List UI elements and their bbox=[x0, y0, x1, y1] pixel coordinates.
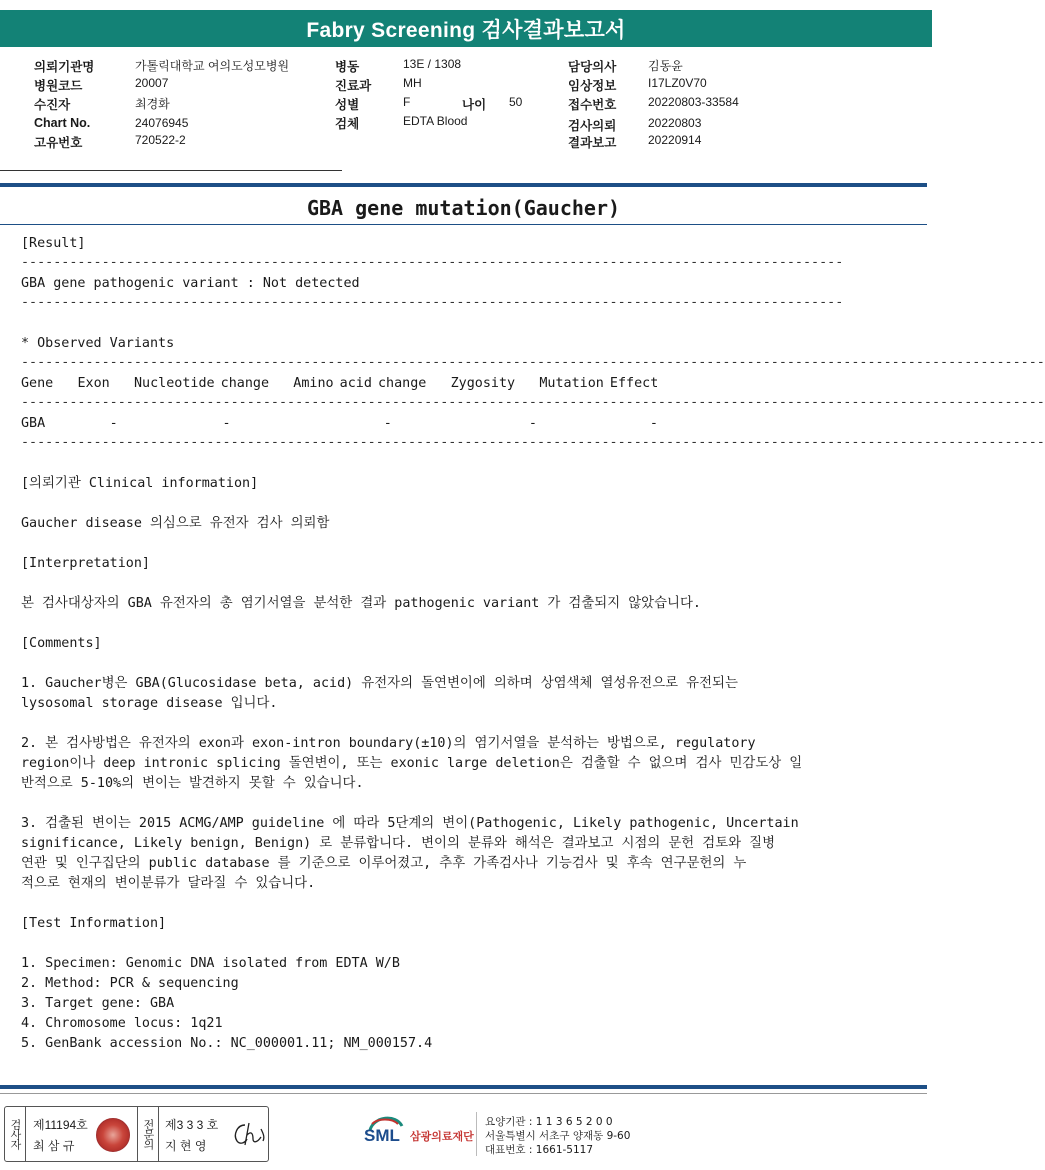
label-ward: 병동 bbox=[335, 60, 360, 74]
lab-phone: 대표번호 : 1661-5117 bbox=[485, 1144, 594, 1156]
comment-line: lysosomal storage disease 입니다. bbox=[21, 696, 278, 711]
label-hospital-code: 병원코드 bbox=[34, 79, 83, 93]
comment-line: 1. Gaucher병은 GBA(Glucosidase beta, acid) 유전자의 돌연변이에 의하며 상염색체 열성유전으로 유전되는 bbox=[21, 676, 738, 691]
test-item: 2. Method: PCR & sequencing bbox=[21, 976, 239, 991]
value-report-date: 20220914 bbox=[648, 133, 702, 147]
label-unique-no: 고유번호 bbox=[34, 136, 83, 150]
value-receipt-no: 20220803-33584 bbox=[648, 95, 739, 109]
value-sex: F bbox=[403, 95, 411, 109]
examiner-license: 제11194호 bbox=[33, 1118, 88, 1132]
dash-divider: ------------------------------------------------------------------------------------------------------ bbox=[21, 295, 844, 310]
dash-divider: ------------------------------------------------------------------------------------------------------------------------------- bbox=[21, 395, 1045, 410]
test-info-heading: [Test Information] bbox=[21, 916, 167, 931]
value-department: MH bbox=[403, 76, 422, 90]
value-ward: 13E / 1308 bbox=[403, 57, 462, 71]
lab-code: 요양기관 : 1 1 3 6 5 2 0 0 bbox=[485, 1116, 613, 1128]
value-age: 50 bbox=[509, 95, 523, 109]
top-blue-divider bbox=[0, 183, 927, 187]
dash-divider: ------------------------------------------------------------------------------------------------------ bbox=[21, 255, 844, 270]
examiner-label: 검사자 bbox=[5, 1107, 26, 1161]
report-banner: Fabry Screening 검사결과보고서 bbox=[0, 10, 932, 47]
label-specimen: 검체 bbox=[335, 117, 360, 131]
test-item: 3. Target gene: GBA bbox=[21, 996, 175, 1011]
title-underline bbox=[0, 224, 927, 225]
clinical-text: Gaucher disease 의심으로 유전자 검사 의뢰함 bbox=[21, 516, 330, 531]
label-age: 나이 bbox=[462, 98, 487, 112]
bottom-blue-divider bbox=[0, 1085, 927, 1089]
lab-name: 삼광의료재단 bbox=[410, 1130, 474, 1143]
comment-line: 반적으로 5-10%의 변이는 발견하지 못할 수 있습니다. bbox=[21, 776, 364, 791]
reviewer-license: 제3 3 3 호 bbox=[165, 1118, 219, 1132]
value-unique-no: 720522-2 bbox=[135, 133, 186, 147]
sml-logo-text: SML bbox=[364, 1126, 400, 1145]
interpretation-text: 본 검사대상자의 GBA 유전자의 총 염기서열을 분석한 결과 pathogenic variant 가 검출되지 않았습니다. bbox=[21, 596, 701, 611]
label-receipt-no: 접수번호 bbox=[568, 98, 617, 112]
reviewer-name: 지 현 영 bbox=[165, 1139, 207, 1153]
label-patient: 수진자 bbox=[34, 98, 71, 112]
result-line: GBA gene pathogenic variant : Not detected bbox=[21, 276, 360, 291]
footer-divider bbox=[476, 1112, 477, 1156]
comment-line: 3. 검출된 변이는 2015 ACMG/AMP guideline 에 따라 5단계의 변이(Pathogenic, Likely pathogenic, Uncertain bbox=[21, 816, 799, 831]
label-physician: 담당의사 bbox=[568, 60, 617, 74]
comment-line: 2. 본 검사방법은 유전자의 exon과 exon-intron boundary(±10)의 염기서열을 분석하는 방법으로, regulatory bbox=[21, 736, 756, 751]
signature-box bbox=[4, 1106, 269, 1162]
value-specimen: EDTA Blood bbox=[403, 114, 468, 128]
label-department: 진료과 bbox=[335, 79, 372, 93]
bottom-thin-divider bbox=[0, 1093, 927, 1094]
test-item: 5. GenBank accession No.: NC_000001.11; NM_000157.4 bbox=[21, 1036, 433, 1051]
comments-heading: [Comments] bbox=[21, 636, 102, 651]
clinical-heading: [의뢰기관 Clinical information] bbox=[21, 476, 259, 491]
examiner-name: 최 삼 규 bbox=[33, 1139, 75, 1153]
value-hospital-code: 20007 bbox=[135, 76, 169, 90]
report-title: GBA gene mutation(Gaucher) bbox=[306, 196, 621, 220]
value-clinical-info: I17LZ0V70 bbox=[648, 76, 707, 90]
label-sex: 성별 bbox=[335, 98, 360, 112]
label-chart-no: Chart No. bbox=[34, 116, 91, 130]
interpretation-heading: [Interpretation] bbox=[21, 556, 150, 571]
reviewer-label: 전문의 bbox=[137, 1107, 159, 1161]
value-institution: 가톨릭대학교 여의도성모병원 bbox=[135, 59, 290, 73]
value-request-date: 20220803 bbox=[648, 116, 702, 130]
dash-divider: ------------------------------------------------------------------------------------------------------------------------------- bbox=[21, 435, 1045, 450]
test-item: 4. Chromosome locus: 1q21 bbox=[21, 1016, 223, 1031]
comment-line: significance, Likely benign, Benign) 로 분류합니다. 변이의 분류와 해석은 결과보고 시점의 문헌 검토와 질병 bbox=[21, 836, 776, 851]
comment-line: region이나 deep intronic splicing 돌연변이, 또는 exonic large deletion은 검출할 수 없으며 검사 민감도상 일 bbox=[21, 756, 803, 771]
lab-address: 서울특별시 서초구 양재동 9-60 bbox=[485, 1130, 631, 1142]
dash-divider: ------------------------------------------------------------------------------------------------------------------------------- bbox=[21, 355, 1045, 370]
seal-stamp-icon bbox=[96, 1118, 130, 1152]
variant-table-header: Gene Exon Nucleotide change Amino acid change Zygosity Mutation Effect bbox=[21, 376, 659, 391]
comment-line: 연관 및 인구집단의 public database 를 기준으로 이루어졌고, 추후 가족검사나 기능검사 및 후속 연구문헌의 누 bbox=[21, 856, 747, 871]
label-clinical-info: 임상정보 bbox=[568, 79, 617, 93]
value-chart-no: 24076945 bbox=[135, 116, 189, 130]
label-institution: 의뢰기관명 bbox=[34, 60, 95, 74]
header-thin-divider bbox=[0, 170, 342, 171]
test-item: 1. Specimen: Genomic DNA isolated from EDTA W/B bbox=[21, 956, 400, 971]
label-request-date: 검사의뢰 bbox=[568, 119, 617, 133]
value-patient: 최경화 bbox=[135, 97, 170, 111]
value-physician: 김동윤 bbox=[648, 59, 683, 73]
result-heading: [Result] bbox=[21, 236, 86, 251]
observed-heading: * Observed Variants bbox=[21, 336, 175, 351]
comment-line: 적으로 현재의 변이분류가 달라질 수 있습니다. bbox=[21, 876, 316, 891]
variant-table-row: GBA - - - - - bbox=[21, 416, 658, 431]
label-report-date: 결과보고 bbox=[568, 136, 617, 150]
signature-icon bbox=[231, 1119, 267, 1149]
